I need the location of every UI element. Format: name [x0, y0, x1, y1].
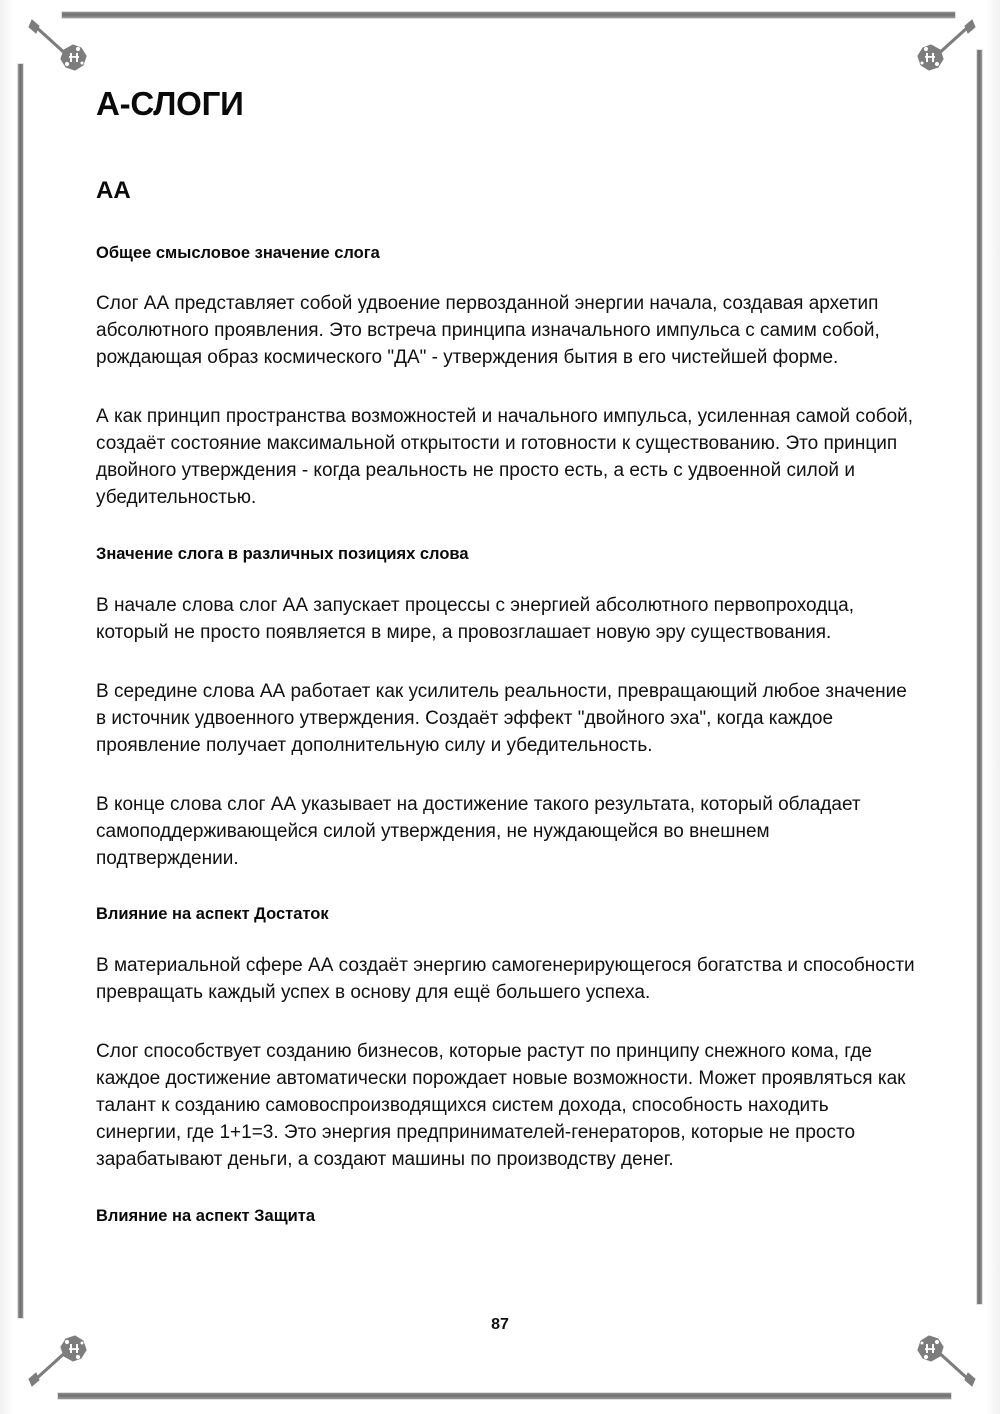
section-heading-prosperity-aspect: Влияние на аспект Достаток: [96, 905, 329, 924]
paragraph: А как принцип пространства возможностей и начального импульса, усиленная самой собой, создаёт состояние максимальной открытости и готовности к существованию. Это принцип двойного утверждения - когда реальность не просто есть, а есть с удвоенной силой и убедительностью.: [96, 406, 914, 509]
page-title: А-СЛОГИ: [96, 85, 244, 122]
paragraph: В материальной сфере АА создаёт энергию самогенерирующегося богатства и способности превращать каждый успех в основу для ещё большего успеха.: [96, 955, 915, 1004]
decorative-key-icon-top-left: [26, 16, 104, 94]
paragraph: В начале слова слог АА запускает процессы с энергией абсолютного первопроходца, который не просто появляется в мире, а провозглашает новую эру существования.: [96, 594, 855, 643]
border-rule-left: [18, 64, 23, 1318]
border-rule-top: [62, 12, 955, 18]
border-rule-bottom: [58, 1393, 951, 1399]
paragraph: Слог АА представляет собой удвоение первозданной энергии начала, создавая архетип абсолютного проявления. Это встреча принципа изначального импульса с самим собой, рождающая образ космического "ДА" - утверждения бытия в его чистейшей форме.: [96, 293, 880, 369]
page-number: 87: [491, 1316, 509, 1333]
paragraph: В конце слова слог АА указывает на достижение такого результата, который обладает самоподдерживающейся силой утверждения, не нуждающейся во внешнем подтверждении.: [96, 793, 861, 869]
paper-edge-left: [0, 0, 14, 1414]
paper-edge-right: [986, 0, 1000, 1414]
syllable-title: АА: [96, 177, 131, 205]
border-rule-right: [977, 50, 982, 1304]
section-heading-general-meaning: Общее смысловое значение слога: [96, 243, 380, 262]
paragraph: Слог способствует созданию бизнесов, которые растут по принципу снежного кома, где каждое достижение автоматически порождает новые возможности. Может проявляться как талант к созданию самовоспроизводящихся систем дохода, способность находить синергии, где 1+1=3. Это энергия предпринимателей-генераторов, которые не просто зарабатывают деньги, а создают машины по производству денег.: [96, 1041, 906, 1170]
paragraph: В середине слова АА работает как усилитель реальности, превращающий любое значение в источник удвоенного утверждения. Создаёт эффект "двойного эха", когда каждое проявление получает дополнительную силу и убедительность.: [96, 680, 907, 756]
section-heading-word-positions: Значение слога в различных позициях слова: [96, 545, 469, 564]
section-heading-protection-aspect: Влияние на аспект Защита: [96, 1206, 316, 1225]
decorative-key-icon-top-right: [900, 16, 978, 94]
document-content: [96, 86, 916, 1255]
